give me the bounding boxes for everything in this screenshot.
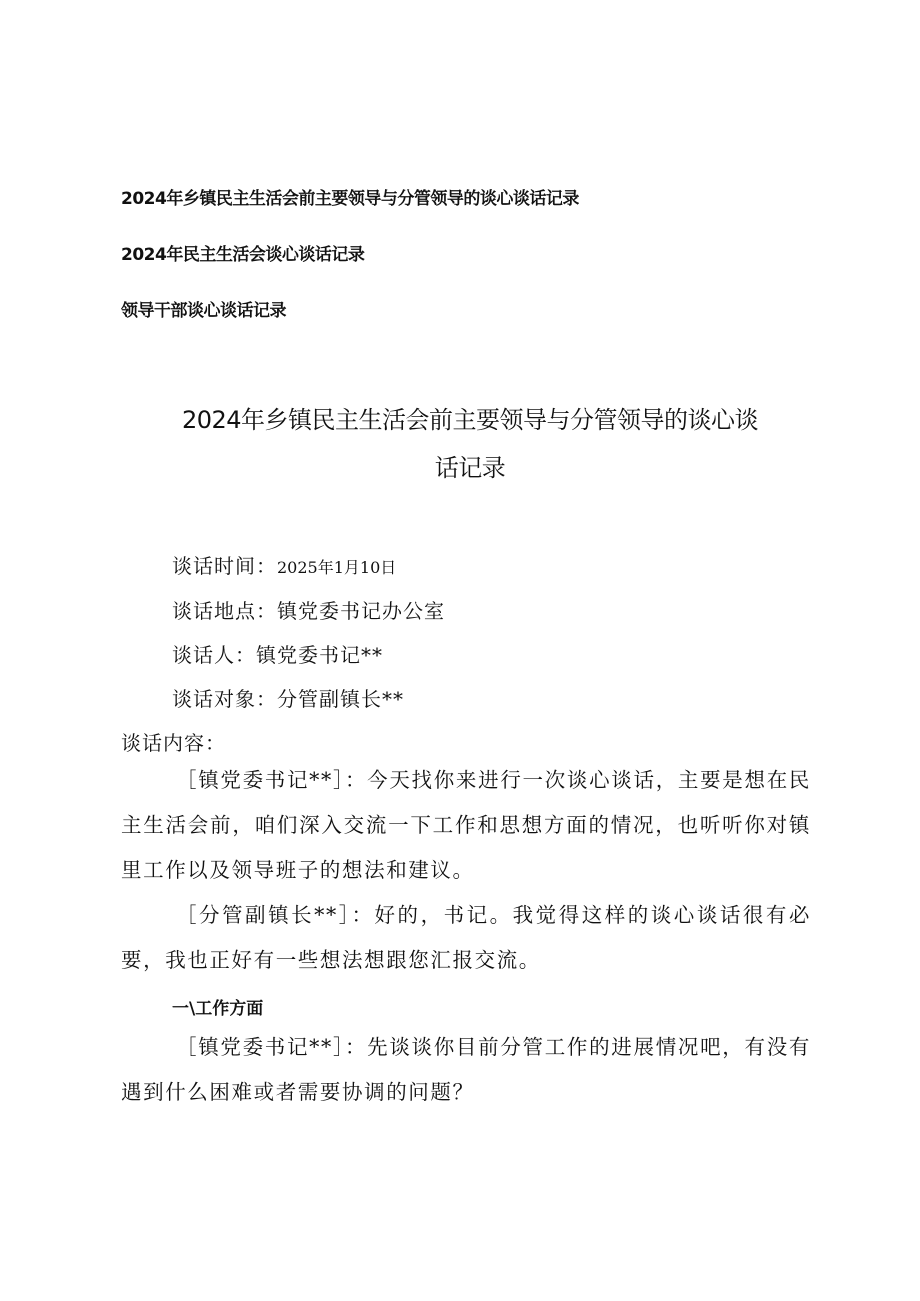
- dialogue-text: ：先谈谈你目前分管工作的进展情况吧，有没有遇到什么困难或者需要协调的问题？: [121, 1035, 811, 1104]
- document-title: [120, 399, 820, 489]
- meta-talker: [172, 639, 383, 668]
- meta-place: [172, 595, 445, 624]
- speaker-secretary: ［镇党委书记**］: [176, 1035, 345, 1059]
- meta-talker-value: 镇党委书记**: [256, 643, 383, 667]
- title-line-2: 话记录: [434, 454, 506, 482]
- meta-talker-label: 谈话人：: [172, 643, 256, 667]
- toc-item-1: 2024年乡镇民主生活会前主要领导与分管领导的谈心谈话记录: [121, 189, 579, 209]
- meta-time-label: 谈话时间：: [172, 554, 277, 578]
- title-line-1: 2024年乡镇民主生活会前主要领导与分管领导的谈心谈: [181, 406, 759, 434]
- toc-item-2: 2024年民主生活会谈心谈话记录: [121, 245, 365, 265]
- dialogue-paragraph-2: [121, 893, 811, 983]
- dialogue-paragraph-3: [121, 1025, 811, 1115]
- speaker-deputy-mayor: ［分管副镇长**］: [176, 903, 352, 927]
- meta-target-label: 谈话对象：: [172, 687, 277, 711]
- meta-place-label: 谈话地点：: [172, 599, 277, 623]
- speaker-secretary: ［镇党委书记**］: [176, 768, 345, 792]
- dialogue-text: ：今天找你来进行一次谈心谈话，主要是想在民主生活会前，咱们深入交流一下工作和思想方面的情况，也听听你对镇里工作以及领导班子的想法和建议。: [121, 768, 811, 882]
- meta-place-value: 镇党委书记办公室: [277, 599, 445, 623]
- meta-time-value: 2025年1月10日: [277, 558, 397, 577]
- dialogue-text: ：好的，书记。我觉得这样的谈心谈话很有必要，我也正好有一些想法想跟您汇报交流。: [121, 903, 811, 972]
- section-title: 一\工作方面: [172, 999, 264, 1019]
- content-label: 谈话内容：: [121, 731, 226, 755]
- toc-item-3: 领导干部谈心谈话记录: [121, 301, 286, 321]
- dialogue-paragraph-1: [121, 758, 811, 893]
- meta-time: [172, 550, 396, 579]
- meta-target: [172, 683, 404, 712]
- meta-target-value: 分管副镇长**: [277, 687, 404, 711]
